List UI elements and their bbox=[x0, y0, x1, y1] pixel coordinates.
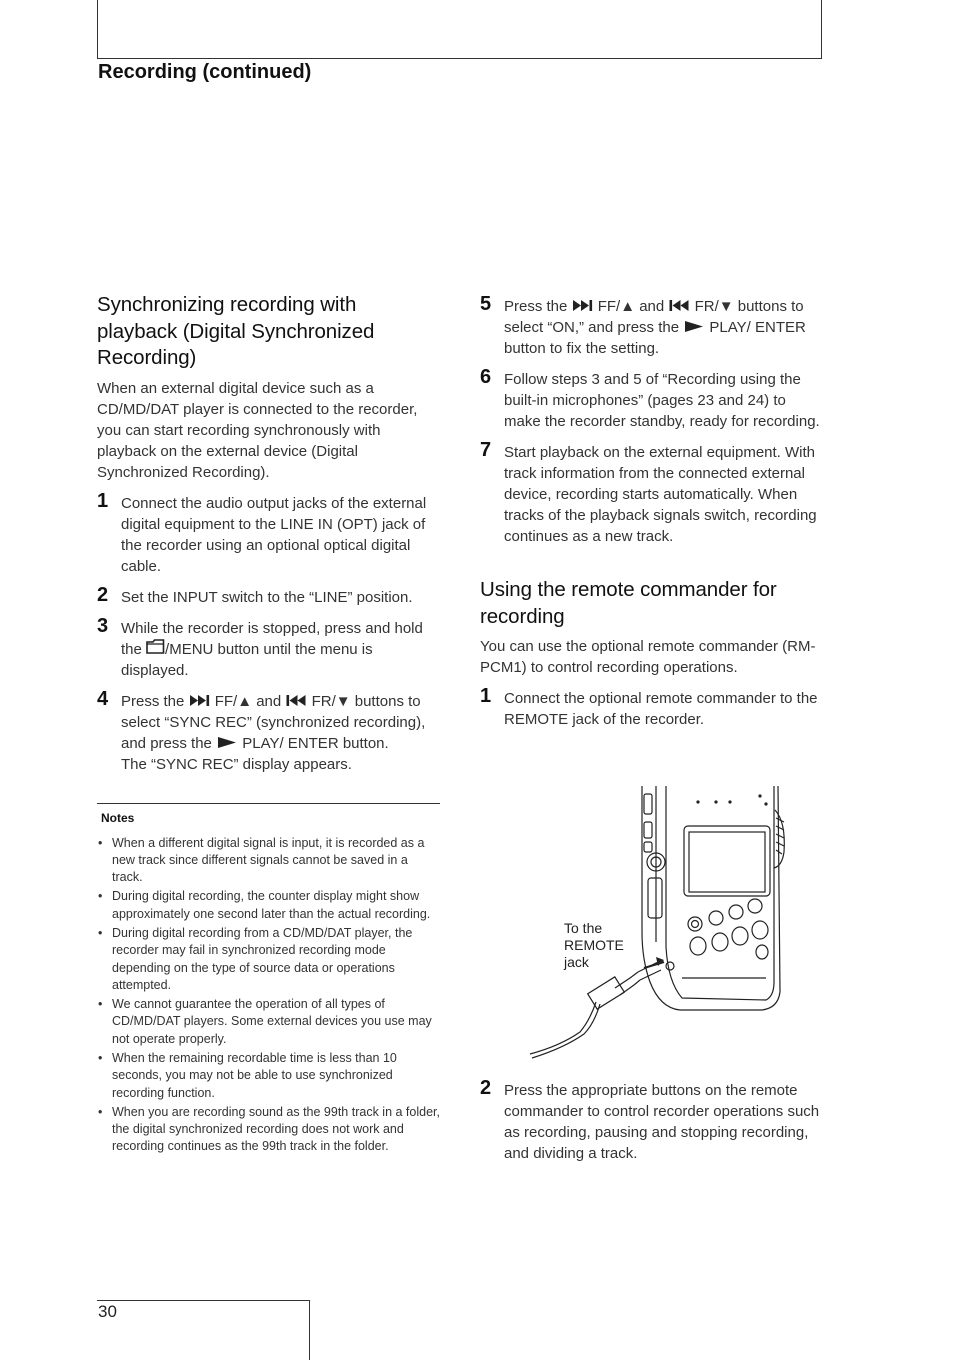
step-2 bbox=[97, 583, 440, 608]
remote-jack-label bbox=[564, 920, 624, 971]
step-number: 2 bbox=[480, 1077, 492, 1099]
folder-icon bbox=[146, 639, 165, 654]
fast-forward-icon bbox=[572, 300, 594, 311]
page-title: Recording (continued) bbox=[98, 61, 312, 83]
note-item: • When the remaining recordable time is less than 10 seconds, you may not be able to use synchronized recording function. bbox=[97, 1050, 440, 1102]
step-text-part: While the recorder is stopped, press and hold the bbox=[121, 619, 423, 658]
step-text: Follow steps 3 and 5 of “Recording using the built-in microphones” (pages 23 and 24) to make the recorder standby, ready for recording. bbox=[504, 371, 820, 430]
section-intro-remote: You can use the optional remote commander (RM-PCM1) to control recording operations. bbox=[480, 638, 816, 676]
rewind-icon bbox=[285, 695, 307, 706]
section-intro-sync: When an external digital device such as a CD/MD/DAT player is connected to the recorder, you can start recording synchronously with playback on the external device (Digital Synchronized Recording). bbox=[97, 379, 418, 481]
fast-forward-icon bbox=[189, 695, 211, 706]
note-item: • During digital recording from a CD/MD/DAT player, the recorder may fail in synchronized recording mode depending on the type of source data or operations attempted. bbox=[97, 925, 440, 994]
step-number: 3 bbox=[97, 614, 109, 637]
play-icon bbox=[216, 737, 238, 748]
right-column bbox=[480, 293, 825, 730]
step-text-part: Press the bbox=[504, 298, 572, 315]
notes-title: Notes bbox=[101, 810, 135, 825]
step-text-part: FR/▼ buttons to select “SYNC REC” (synchronized recording), and press the bbox=[121, 692, 426, 752]
remote-jack-label-line: jack bbox=[564, 954, 589, 970]
step-number: 1 bbox=[480, 685, 492, 707]
remote-jack-label-line: To the bbox=[564, 920, 603, 936]
note-item: • When a different digital signal is input, it is recorded as a new track since different signals cannot be saved in a track. bbox=[97, 835, 440, 887]
step-text-part: FF/▲ and bbox=[210, 692, 286, 710]
remote-step-2 bbox=[480, 1077, 825, 1164]
recorder-illustration bbox=[520, 782, 790, 1060]
note-item: • During digital recording, the counter display might show approximately one second later than the actual recording. bbox=[97, 888, 440, 922]
step-number: 2 bbox=[97, 583, 109, 606]
step-number: 5 bbox=[480, 293, 492, 315]
step-text-part: Press the bbox=[121, 692, 189, 710]
step-text-part: PLAY/ ENTER button to fix the setting. bbox=[504, 319, 806, 357]
page-number: 30 bbox=[98, 1302, 117, 1321]
step-3 bbox=[97, 614, 440, 681]
left-column bbox=[97, 292, 440, 1158]
step-text-part: PLAY/ ENTER button. bbox=[238, 734, 389, 752]
step-number: 6 bbox=[480, 366, 492, 388]
step-text-part: /MENU button until the menu is displayed. bbox=[121, 640, 373, 679]
play-icon bbox=[683, 321, 705, 332]
step-text bbox=[121, 618, 440, 681]
step-text-part: The “SYNC REC” display appears. bbox=[121, 755, 352, 773]
remote-jack-label-line: REMOTE bbox=[564, 937, 624, 953]
note-item: • When you are recording sound as the 99th track in a folder, the digital synchronized recording does not work and recording continues as the 99th track in the folder. bbox=[97, 1104, 440, 1156]
step-text-part: FR/▼ buttons to select “ON,” and press the bbox=[504, 298, 804, 336]
note-item: • We cannot guarantee the operation of all types of CD/MD/DAT players. Some external devices you use may not operate properly. bbox=[97, 996, 440, 1048]
section-heading-sync: Synchronizing recording with playback (Digital Synchronized Recording) bbox=[97, 293, 375, 369]
step-number: 7 bbox=[480, 439, 492, 461]
header-frame bbox=[97, 0, 822, 59]
step-number: 4 bbox=[97, 687, 109, 710]
notes-list bbox=[97, 835, 440, 1156]
step-text bbox=[121, 691, 440, 775]
step-text: Start playback on the external equipment. With track information from the connected external device, recording starts automatically. When tracks of the playback signals switch, recording continues as a new track. bbox=[504, 444, 817, 545]
remote-step-1 bbox=[480, 685, 825, 730]
notes-divider bbox=[97, 803, 440, 804]
step-text: Connect the audio output jacks of the external digital equipment to the LINE IN (OPT) jack of the recorder using an optional optical digital cable. bbox=[121, 494, 427, 575]
step-text: Connect the optional remote commander to the REMOTE jack of the recorder. bbox=[504, 690, 818, 728]
step-5 bbox=[480, 293, 825, 359]
step-7 bbox=[480, 439, 825, 547]
step-text bbox=[504, 296, 825, 359]
step-text: Set the INPUT switch to the “LINE” position. bbox=[121, 588, 413, 606]
step-6 bbox=[480, 366, 825, 432]
step-number: 1 bbox=[97, 489, 109, 512]
section-heading-remote: Using the remote commander for recording bbox=[480, 578, 777, 628]
step-text-part: FF/▲ and bbox=[593, 298, 669, 315]
step-1 bbox=[97, 489, 440, 577]
remote-step-2-block bbox=[480, 1077, 825, 1164]
step-text: Press the appropriate buttons on the remote commander to control recorder operations such as recording, pausing and stopping recording, and dividing a track. bbox=[504, 1082, 820, 1162]
rewind-icon bbox=[668, 300, 690, 311]
footer-frame bbox=[97, 1300, 310, 1360]
step-4 bbox=[97, 687, 440, 775]
